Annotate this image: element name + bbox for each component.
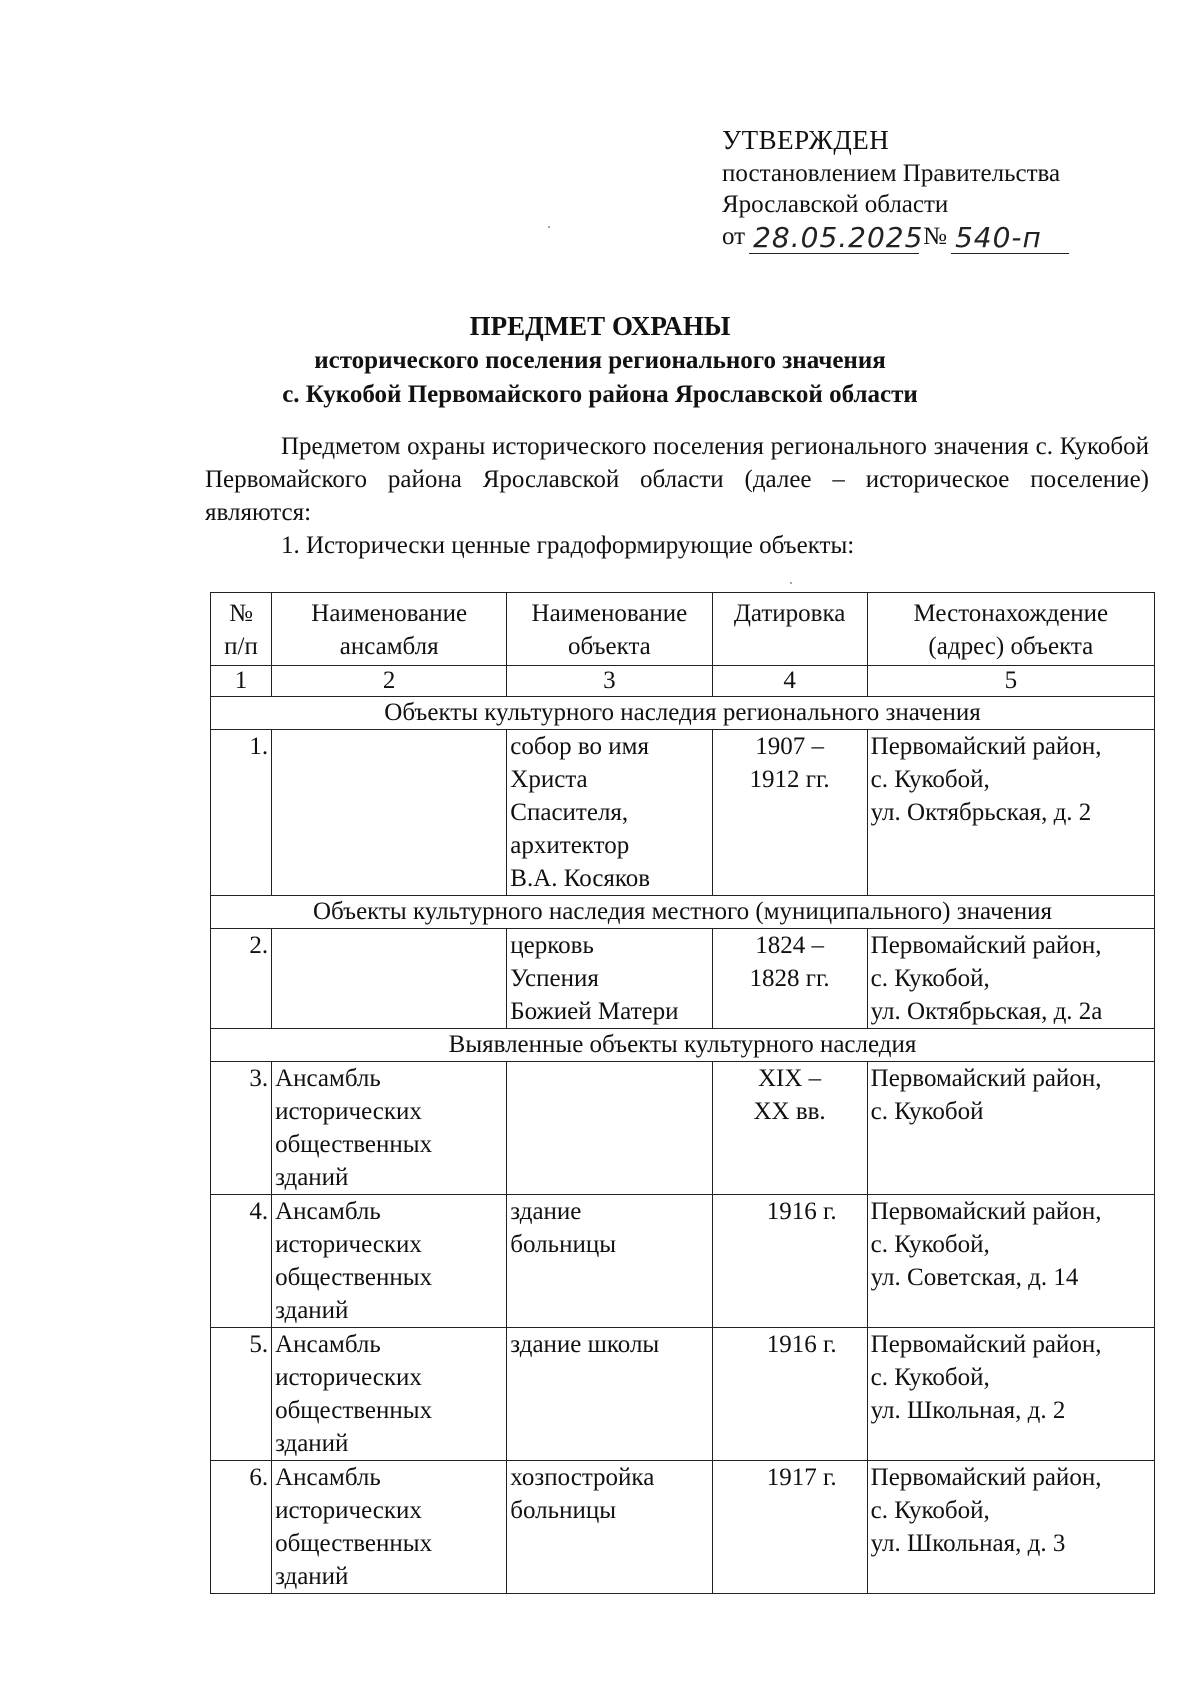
section-row-identified bbox=[211, 1029, 1155, 1062]
row-num: 6. bbox=[211, 1461, 272, 1594]
title-line-2: исторического поселения регионального значения bbox=[314, 347, 886, 374]
row-object bbox=[507, 1062, 712, 1195]
column-number: 1 bbox=[211, 666, 272, 697]
objects-table bbox=[210, 592, 1155, 1594]
table-row bbox=[211, 929, 1155, 1029]
row-object: собор во имя Христа Спасителя, архитектор В.А. Косяков bbox=[507, 730, 712, 896]
row-ensemble: Ансамбль исторических общественных зданий bbox=[272, 1328, 507, 1461]
table-row bbox=[211, 1328, 1155, 1461]
row-num: 5. bbox=[211, 1328, 272, 1461]
row-location: Первомайский район, с. Кукобой, ул. Школьная, д. 2 bbox=[867, 1328, 1154, 1461]
row-date: 1917 г. bbox=[712, 1461, 867, 1594]
scan-speck bbox=[548, 226, 550, 228]
approval-date-line bbox=[722, 220, 1142, 254]
number-label: № bbox=[923, 223, 947, 250]
section-title: Объекты культурного наследия регионального значения bbox=[211, 697, 1155, 730]
section-row-regional bbox=[211, 697, 1155, 730]
row-location: Первомайский район, с. Кукобой bbox=[867, 1062, 1154, 1195]
section-title: Выявленные объекты культурного наследия bbox=[211, 1029, 1155, 1062]
row-date: XIX – XX вв. bbox=[712, 1062, 867, 1195]
column-number: 3 bbox=[507, 666, 712, 697]
row-ensemble bbox=[272, 730, 507, 896]
approval-heading: УТВЕРЖДЕН bbox=[722, 125, 890, 155]
row-object: хозпостройка больницы bbox=[507, 1461, 712, 1594]
from-label: от bbox=[722, 223, 746, 250]
intro-item-1: 1. Исторически ценные градоформирующие объекты: bbox=[281, 532, 855, 559]
row-num: 4. bbox=[211, 1195, 272, 1328]
header-location: Местонахождение (адрес) объекта bbox=[867, 593, 1154, 666]
row-num: 1. bbox=[211, 730, 272, 896]
column-number: 2 bbox=[272, 666, 507, 697]
document-title bbox=[0, 308, 1200, 412]
header-date: Датировка bbox=[712, 593, 867, 666]
handwritten-number: 540-п bbox=[951, 223, 1069, 254]
section-row-local bbox=[211, 896, 1155, 929]
title-line-1: ПРЕДМЕТ ОХРАНЫ bbox=[469, 311, 731, 341]
row-ensemble: Ансамбль исторических общественных зданий bbox=[272, 1461, 507, 1594]
table-row bbox=[211, 730, 1155, 896]
row-object: церковь Успения Божией Матери bbox=[507, 929, 712, 1029]
row-num: 2. bbox=[211, 929, 272, 1029]
scan-speck bbox=[790, 582, 792, 584]
row-num: 3. bbox=[211, 1062, 272, 1195]
row-location: Первомайский район, с. Кукобой, ул. Советская, д. 14 bbox=[867, 1195, 1154, 1328]
intro-text bbox=[205, 430, 1149, 562]
row-date: 1824 – 1828 гг. bbox=[712, 929, 867, 1029]
row-ensemble: Ансамбль исторических общественных зданий bbox=[272, 1062, 507, 1195]
row-location: Первомайский район, с. Кукобой, ул. Школьная, д. 3 bbox=[867, 1461, 1154, 1594]
approval-line-region: Ярославской области bbox=[722, 191, 949, 218]
row-date: 1916 г. bbox=[712, 1195, 867, 1328]
row-ensemble: Ансамбль исторических общественных зданий bbox=[272, 1195, 507, 1328]
column-number-row bbox=[211, 666, 1155, 697]
header-object: Наименование объекта bbox=[507, 593, 712, 666]
title-line-3: с. Кукобой Первомайского района Ярославской области bbox=[282, 381, 918, 408]
row-object: здание больницы bbox=[507, 1195, 712, 1328]
header-ensemble: Наименование ансамбля bbox=[272, 593, 507, 666]
table-header-row bbox=[211, 593, 1155, 666]
approval-line-resolution: постановлением Правительства bbox=[722, 160, 1061, 187]
table-row bbox=[211, 1062, 1155, 1195]
table-row bbox=[211, 1195, 1155, 1328]
row-object: здание школы bbox=[507, 1328, 712, 1461]
row-ensemble bbox=[272, 929, 507, 1029]
column-number: 4 bbox=[712, 666, 867, 697]
intro-paragraph: Предметом охраны исторического поселения регионального значения с. Кукобой Первомайского района Ярославской области (далее – историческое поселение) являются: bbox=[205, 433, 1149, 526]
approval-stamp bbox=[722, 122, 1142, 254]
table-row bbox=[211, 1461, 1155, 1594]
row-location: Первомайский район, с. Кукобой, ул. Октябрьская, д. 2 bbox=[867, 730, 1154, 896]
header-num: № п/п bbox=[211, 593, 272, 666]
row-location: Первомайский район, с. Кукобой, ул. Октябрьская, д. 2а bbox=[867, 929, 1154, 1029]
handwritten-date: 28.05.2025 bbox=[749, 223, 919, 254]
column-number: 5 bbox=[867, 666, 1154, 697]
section-title: Объекты культурного наследия местного (муниципального) значения bbox=[211, 896, 1155, 929]
row-date: 1907 – 1912 гг. bbox=[712, 730, 867, 896]
row-date: 1916 г. bbox=[712, 1328, 867, 1461]
